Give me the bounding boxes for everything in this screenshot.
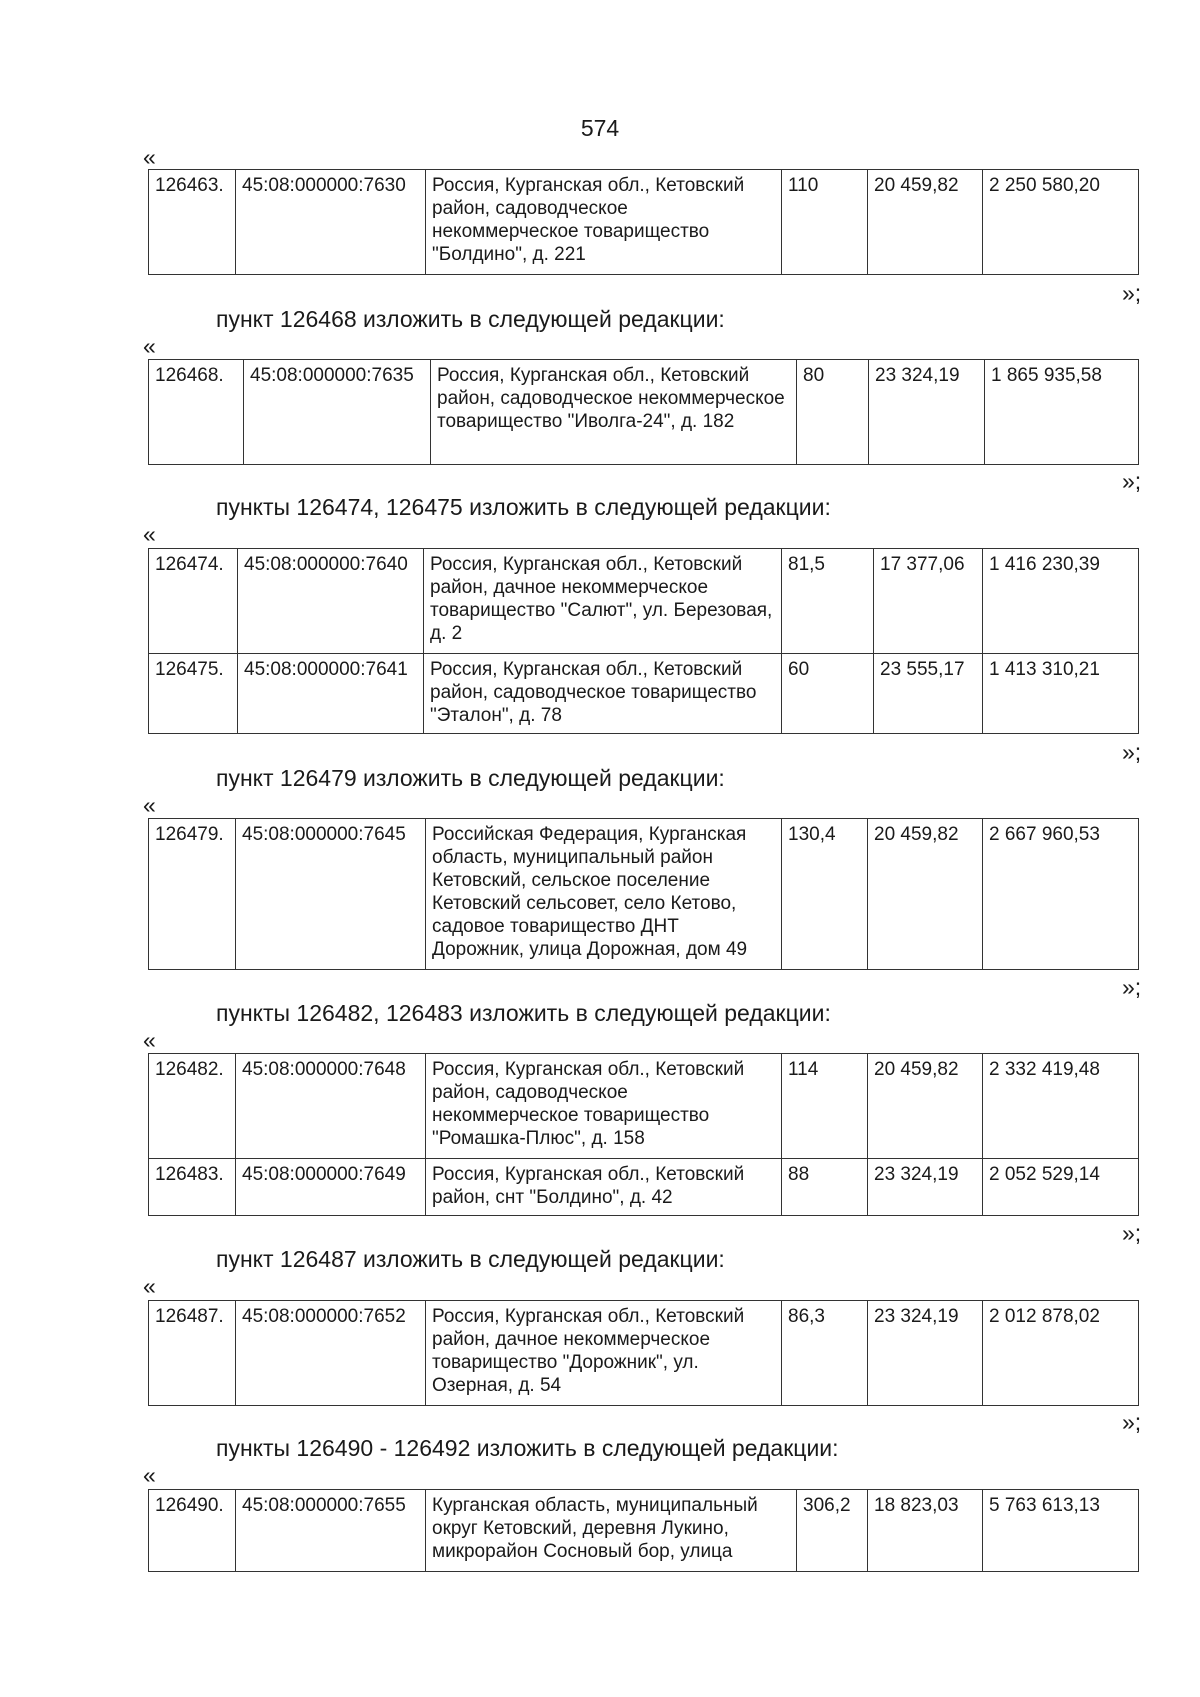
cell-number: 126490. [149, 1490, 236, 1572]
cell-total: 2 332 419,48 [983, 1054, 1139, 1159]
cell-cadastral: 45:08:000000:7640 [238, 549, 424, 654]
cell-area: 81,5 [782, 549, 874, 654]
cell-price: 23 324,19 [868, 1159, 983, 1216]
quote-close: »; [1122, 1220, 1142, 1246]
amendment-instruction: пункт 126468 изложить в следующей редакции: [216, 306, 725, 332]
table-row [149, 1301, 1139, 1406]
cell-area: 110 [782, 170, 868, 275]
quote-close: »; [1122, 280, 1142, 306]
cell-number: 126483. [149, 1159, 236, 1216]
cell-total: 2 052 529,14 [983, 1159, 1139, 1216]
cell-area: 306,2 [797, 1490, 868, 1572]
cell-cadastral: 45:08:000000:7649 [236, 1159, 426, 1216]
page-number: 574 [580, 115, 620, 141]
cell-total: 5 763 613,13 [983, 1490, 1139, 1572]
table-row [149, 1490, 1139, 1572]
cell-total: 2 250 580,20 [983, 170, 1139, 275]
cell-number: 126463. [149, 170, 236, 275]
amendment-instruction: пункты 126474, 126475 изложить в следующей редакции: [216, 494, 831, 520]
table-row [149, 360, 1139, 465]
cell-address: Россия, Курганская обл., Кетовский район, снт "Болдино", д. 42 [426, 1159, 782, 1216]
cell-address: Курганская область, муниципальный округ Кетовский, деревня Лукино, микрорайон Сосновый бор, улица [426, 1490, 797, 1572]
table-section-2 [148, 548, 1139, 734]
cell-price: 23 324,19 [869, 360, 985, 465]
cell-area: 130,4 [782, 819, 868, 970]
quote-open: « [143, 1027, 156, 1053]
table-row [149, 549, 1139, 654]
cell-total: 1 416 230,39 [983, 549, 1139, 654]
cell-total: 2 667 960,53 [983, 819, 1139, 970]
table-section-3 [148, 818, 1139, 970]
amendment-instruction: пункт 126487 изложить в следующей редакции: [216, 1246, 725, 1272]
cell-cadastral: 45:08:000000:7652 [236, 1301, 426, 1406]
cell-address: Россия, Курганская обл., Кетовский район, дачное некоммерческое товарищество "Салют", ул. Березовая, д. 2 [424, 549, 782, 654]
quote-close: »; [1122, 739, 1142, 765]
cell-address: Россия, Курганская обл., Кетовский район, дачное некоммерческое товарищество "Дорожник", ул. Озерная, д. 54 [426, 1301, 782, 1406]
quote-open: « [143, 521, 156, 547]
cell-number: 126468. [149, 360, 244, 465]
quote-close: »; [1122, 468, 1142, 494]
cell-price: 20 459,82 [868, 1054, 983, 1159]
cell-address: Российская Федерация, Курганская область, муниципальный район Кетовский, сельское поселение Кетовский сельсовет, село Кетово, садовое товарищество ДНТ Дорожник, улица Дорожная, дом 49 [426, 819, 782, 970]
cell-address: Россия, Курганская обл., Кетовский район, садоводческое некоммерческое товарищество "Болдино", д. 221 [426, 170, 782, 275]
amendment-instruction: пункты 126482, 126483 изложить в следующей редакции: [216, 1000, 831, 1026]
cell-area: 80 [797, 360, 869, 465]
cell-area: 88 [782, 1159, 868, 1216]
cell-area: 86,3 [782, 1301, 868, 1406]
table-row [149, 1054, 1139, 1159]
cell-number: 126479. [149, 819, 236, 970]
cell-address: Россия, Курганская обл., Кетовский район, садоводческое некоммерческое товарищество "Иволга-24", д. 182 [431, 360, 797, 465]
table-row [149, 1159, 1139, 1216]
table-section-0 [148, 169, 1139, 275]
quote-close: »; [1122, 974, 1142, 1000]
table-row [149, 819, 1139, 970]
quote-open: « [143, 1273, 156, 1299]
amendment-instruction: пункты 126490 - 126492 изложить в следующей редакции: [216, 1435, 839, 1461]
cell-number: 126482. [149, 1054, 236, 1159]
cell-price: 18 823,03 [868, 1490, 983, 1572]
cell-cadastral: 45:08:000000:7655 [236, 1490, 426, 1572]
cell-number: 126487. [149, 1301, 236, 1406]
table-row [149, 170, 1139, 275]
cell-total: 1 865 935,58 [985, 360, 1139, 465]
cell-cadastral: 45:08:000000:7645 [236, 819, 426, 970]
cell-price: 23 324,19 [868, 1301, 983, 1406]
cell-price: 20 459,82 [868, 170, 983, 275]
cell-number: 126474. [149, 549, 238, 654]
cell-cadastral: 45:08:000000:7648 [236, 1054, 426, 1159]
cell-area: 60 [782, 654, 874, 734]
quote-open: « [143, 1462, 156, 1488]
table-row [149, 654, 1139, 734]
cell-price: 23 555,17 [874, 654, 983, 734]
cell-cadastral: 45:08:000000:7635 [244, 360, 431, 465]
table-section-6 [148, 1489, 1139, 1572]
cell-number: 126475. [149, 654, 238, 734]
table-section-4 [148, 1053, 1139, 1216]
cell-total: 2 012 878,02 [983, 1301, 1139, 1406]
cell-price: 17 377,06 [874, 549, 983, 654]
quote-close: »; [1122, 1409, 1142, 1435]
cell-total: 1 413 310,21 [983, 654, 1139, 734]
cell-cadastral: 45:08:000000:7630 [236, 170, 426, 275]
cell-address: Россия, Курганская обл., Кетовский район, садоводческое некоммерческое товарищество "Ромашка-Плюс", д. 158 [426, 1054, 782, 1159]
cell-cadastral: 45:08:000000:7641 [238, 654, 424, 734]
quote-open: « [143, 333, 156, 359]
cell-address: Россия, Курганская обл., Кетовский район, садоводческое товарищество "Эталон", д. 78 [424, 654, 782, 734]
table-section-1 [148, 359, 1139, 465]
quote-open: « [143, 792, 156, 818]
cell-area: 114 [782, 1054, 868, 1159]
cell-price: 20 459,82 [868, 819, 983, 970]
table-section-5 [148, 1300, 1139, 1406]
quote-open: « [143, 144, 156, 170]
amendment-instruction: пункт 126479 изложить в следующей редакции: [216, 765, 725, 791]
